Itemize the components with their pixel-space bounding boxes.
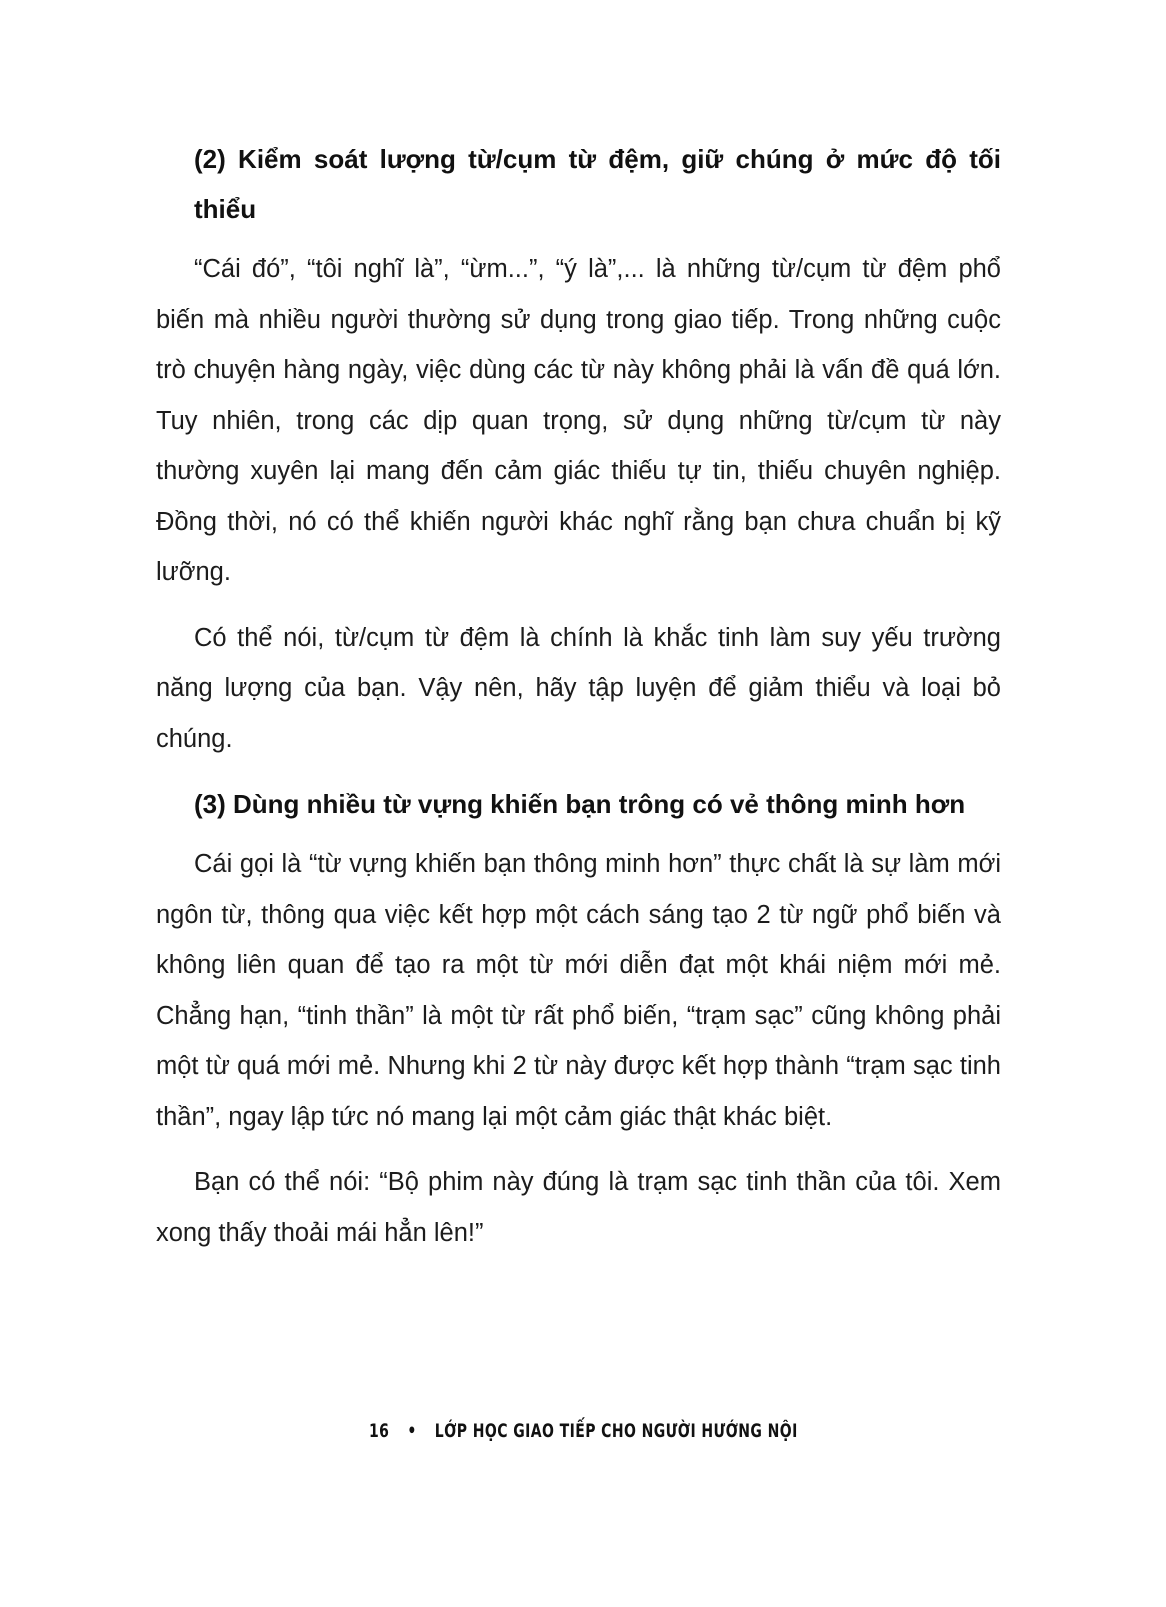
page-number: 16	[369, 1420, 390, 1442]
paragraph: “Cái đó”, “tôi nghĩ là”, “ừm...”, “ý là”,... là những từ/cụm từ đệm phổ biến mà nhiều người thường sử dụng trong giao tiếp. Trong những cuộc trò chuyện hàng ngày, việc dùng các từ này không phải là vấn đề quá lớn. Tuy nhiên, trong các dịp quan trọng, sử dụng những từ/cụm từ này thường xuyên lại mang đến cảm giác thiếu tự tin, thiếu chuyên nghiệp. Đồng thời, nó có thể khiến người khác nghĩ rằng bạn chưa chuẩn bị kỹ lưỡng.	[156, 255, 1001, 586]
paragraph: Có thể nói, từ/cụm từ đệm là chính là khắc tinh làm suy yếu trường năng lượng của bạn. Vậy nên, hãy tập luyện để giảm thiểu và loại bỏ chúng.	[156, 623, 1001, 753]
page-footer	[105, 1420, 1061, 1442]
running-title: LỚP HỌC GIAO TIẾP CHO NGƯỜI HƯỚNG NỘI	[434, 1420, 798, 1442]
page-content	[156, 134, 1001, 1273]
footer-separator: •	[407, 1420, 417, 1442]
section-heading-3: (3) Dùng nhiều từ vựng khiến bạn trông có vẻ thông minh hơn	[194, 789, 966, 819]
section-heading-2: (2) Kiểm soát lượng từ/cụm từ đệm, giữ chúng ở mức độ tối thiểu	[194, 144, 1001, 224]
paragraph: Cái gọi là “từ vựng khiến bạn thông minh hơn” thực chất là sự làm mới ngôn từ, thông qua việc kết hợp một cách sáng tạo 2 từ ngữ phổ biến và không liên quan để tạo ra một từ mới diễn đạt một khái niệm mới mẻ. Chẳng hạn, “tinh thần” là một từ rất phổ biến, “trạm sạc” cũng không phải một từ quá mới mẻ. Nhưng khi 2 từ này được kết hợp thành “trạm sạc tinh thần”, ngay lập tức nó mang lại một cảm giác thật khác biệt.	[156, 850, 1001, 1131]
paragraph: Bạn có thể nói: “Bộ phim này đúng là trạm sạc tinh thần của tôi. Xem xong thấy thoải mái hẳn lên!”	[156, 1168, 1001, 1247]
